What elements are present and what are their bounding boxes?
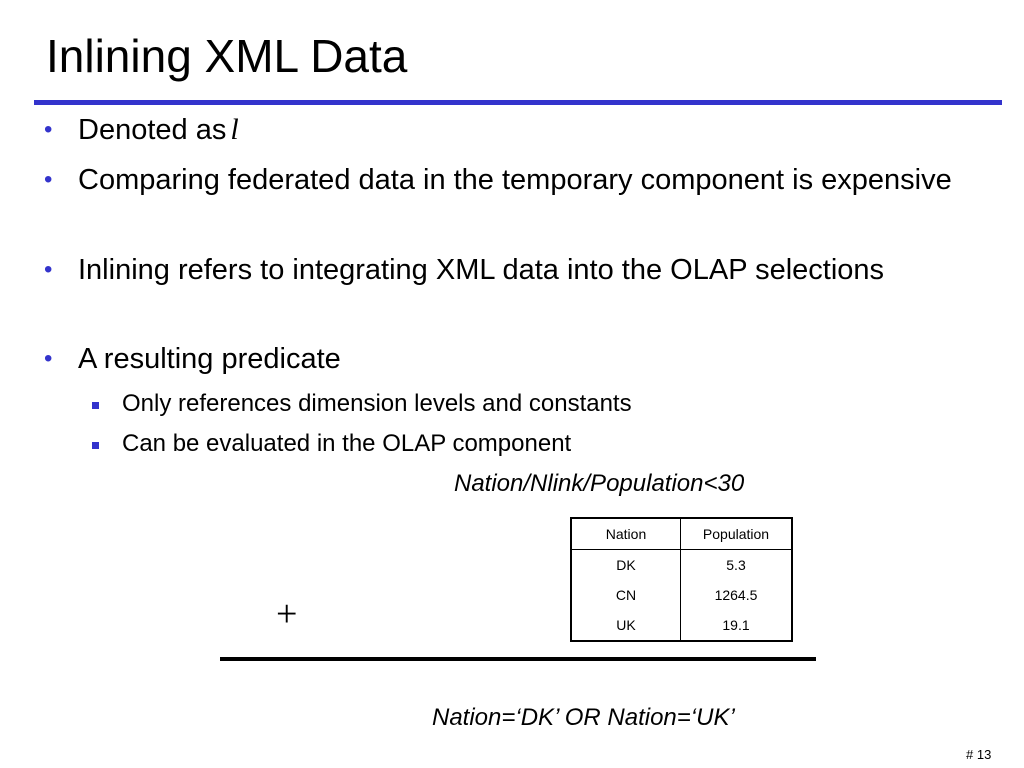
table-cell: 1264.5 [714,587,758,603]
sum-line [220,657,816,661]
table-cell: UK [571,610,681,641]
table-cell: CN [571,580,681,610]
table-row [571,550,792,581]
bullet-item: • Inlining refers to integrating XML data into the OLAP selections [78,250,978,290]
plus-operator: + [276,593,298,635]
table-header-row [571,518,792,550]
bullet-text: Denoted as [78,114,227,146]
column-header: Nation [571,518,681,550]
bullet-item [78,110,978,150]
sub-bullet-item: Only references dimension levels and constants [122,388,922,420]
title-divider [34,100,1002,105]
slide-title: Inlining XML Data [46,30,408,82]
xml-predicate: Nation/Nlink/Population<30 [454,470,745,497]
table-cell: DK [571,550,681,581]
math-symbol: l [230,113,239,146]
column-header: Population [681,518,793,550]
bullet-item: • A resulting predicate [78,339,978,379]
bullet-item: • Comparing federated data in the temporary component is expensive [78,160,978,200]
population-table [570,517,793,642]
slide-number: # 13 [966,747,992,762]
table-row [571,580,792,610]
sub-bullet-item: Can be evaluated in the OLAP component [122,428,922,460]
table-cell: 19.1 [722,617,750,633]
table-row [571,610,792,641]
table-cell: 5.3 [726,557,746,573]
result-predicate: Nation=‘DK’ OR Nation=‘UK’ [432,704,735,731]
